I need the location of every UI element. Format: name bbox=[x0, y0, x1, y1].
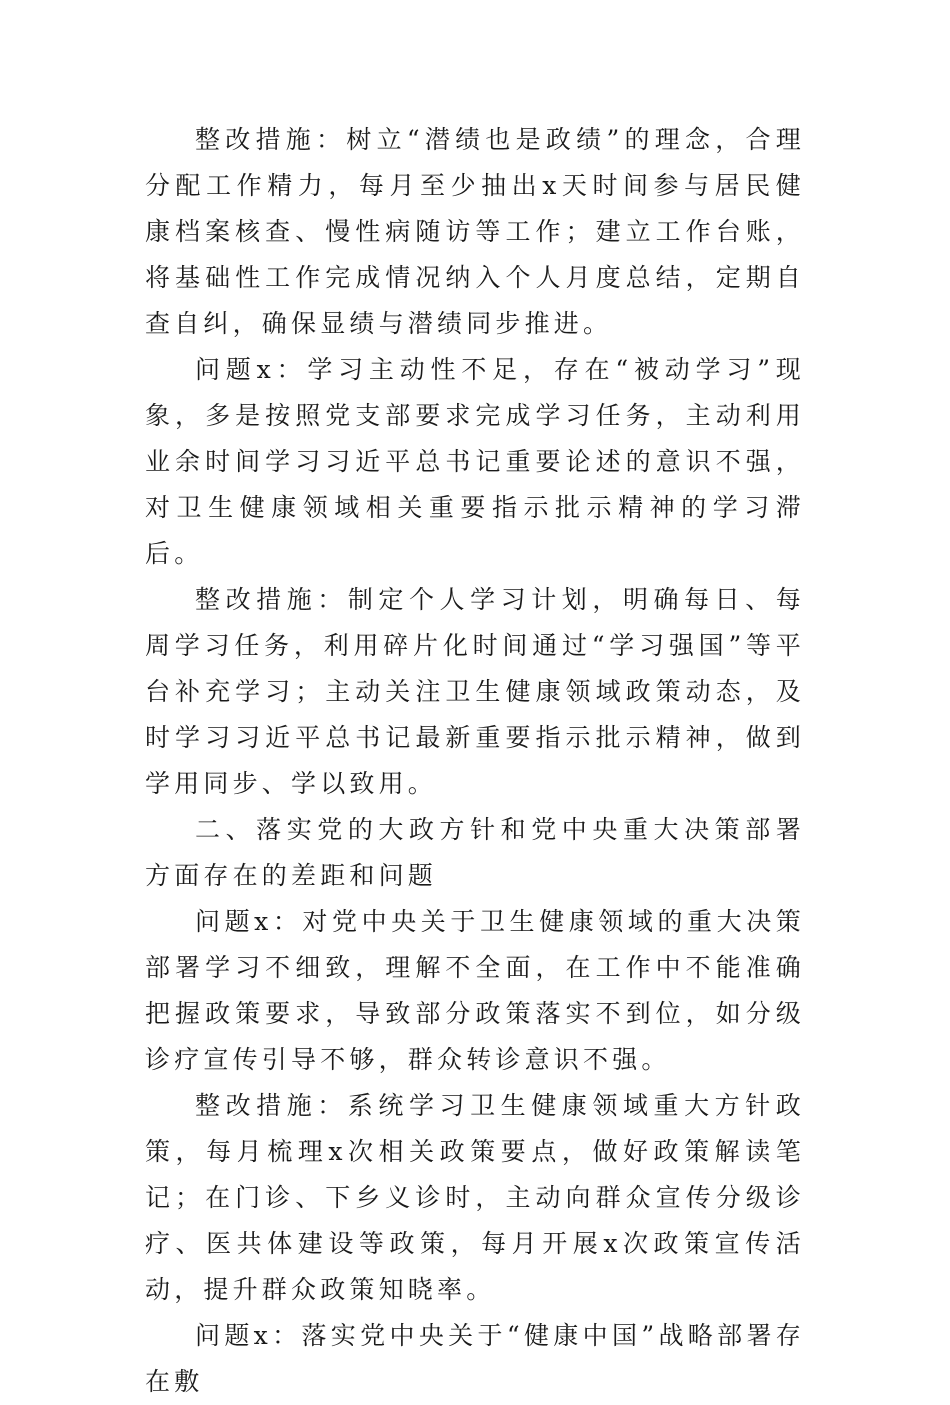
paragraph-problem-policy-understanding: 问题x：对党中央关于卫生健康领域的重大决策部署学习不细致，理解不全面，在工作中不能准确把握政策要求，导致部分政策落实不到位，如分级诊疗宣传引导不够，群众转诊意识不强。 bbox=[145, 907, 805, 1074]
paragraph-rectification-measures-3: 整改措施：系统学习卫生健康领域重大方针政策，每月梳理x次相关政策要点，做好政策解读笔记；在门诊、下乡义诊时，主动向群众宣传分级诊疗、医共体建设等政策，每月开展x次政策宣传活动，提升群众政策知晓率。 bbox=[145, 1091, 805, 1304]
section-heading-two: 二、落实党的大政方针和党中央重大决策部署方面存在的差距和问题 bbox=[145, 815, 805, 890]
paragraph-rectification-measures-1: 整改措施：树立“潜绩也是政绩”的理念，合理分配工作精力，每月至少抽出x天时间参与居民健康档案核查、慢性病随访等工作；建立工作台账，将基础性工作完成情况纳入个人月度总结，定期自查自纠，确保显绩与潜绩同步推进。 bbox=[145, 125, 805, 338]
paragraph-problem-study-initiative: 问题x：学习主动性不足，存在“被动学习”现象，多是按照党支部要求完成学习任务，主动利用业余时间学习习近平总书记重要论述的意识不强，对卫生健康领域相关重要指示批示精神的学习滞后。 bbox=[145, 355, 805, 568]
paragraph-rectification-measures-2: 整改措施：制定个人学习计划，明确每日、每周学习任务，利用碎片化时间通过“学习强国”等平台补充学习；主动关注卫生健康领域政策动态，及时学习习近平总书记最新重要指示批示精神，做到学用同步、学以致用。 bbox=[145, 585, 805, 798]
document-body bbox=[145, 117, 805, 1405]
paragraph-problem-healthy-china: 问题x：落实党中央关于“健康中国”战略部署存在敷 bbox=[145, 1321, 805, 1396]
